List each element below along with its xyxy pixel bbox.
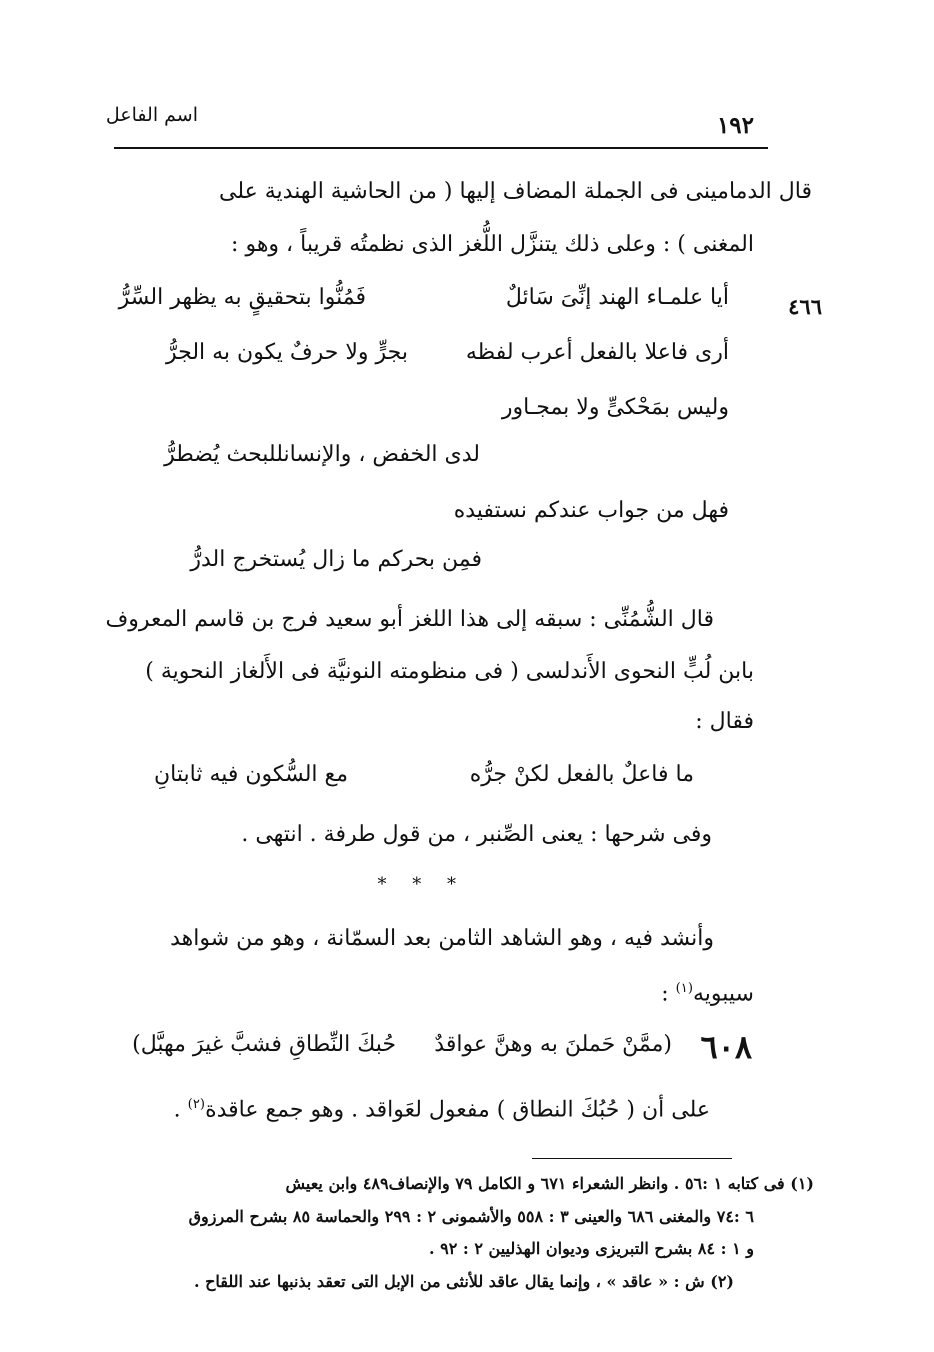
paragraph-line: المغنى ) : وعلى ذلك يتنزَّل اللُّغز الذى نظمتُه قريباً ، وهو : [231, 232, 754, 257]
page-number: ١٩٢ [716, 112, 754, 139]
verse-hemistich: حُبكَ النِّطاقِ فشبَّ غيرَ مهبَّل) [132, 1032, 396, 1057]
footnote-line: و ١ : ٨٤ بشرح التبريزى وديوان الهذليين ٢ : ٩٢ . [428, 1239, 754, 1258]
paragraph-line: وفى شرحها : يعنى الصِّنبر ، من قول طرفة . انتهى . [241, 822, 712, 847]
verse-hemistich: أيا علمـاء الهند إنِّىَ سَائلٌ [505, 285, 729, 310]
verse-hemistich: أرى فاعلا بالفعل أعرب لفظه [465, 340, 729, 365]
paragraph-line: سيبويه$^{(١)}$ : [661, 981, 754, 1007]
verse-hemistich: ما فاعلٌ بالفعل لكنْ جرُّه [469, 762, 694, 787]
verse-hemistich: وليس بمَحْكىٍّ ولا بمجـاور [501, 395, 729, 420]
paragraph-line: بابن لُبٍّ النحوى الأَندلسى ( فى منظومته النونيَّة فى الأَلغاز النحوية ) [145, 659, 754, 684]
verse-hemistich: فهل من جواب عندكم نستفيده [453, 498, 729, 523]
footnote-rule [532, 1158, 732, 1159]
running-head: اسم الفاعل [105, 104, 198, 126]
verse-hemistich: (ممَّنْ حَملنَ به وهنَّ عواقدٌ [434, 1032, 672, 1057]
paragraph-line: قال الشُّمُنِّى : سبقه إلى هذا اللغز أبو سعيد فرج بن قاسم المعروف [105, 607, 714, 632]
paragraph-line: على أن ( حُبُكَ النطاق ) مفعول لعَواقد . وهو جمع عاقدة$^{(٢)}$ . [173, 1097, 710, 1123]
footnote-ref[interactable]: (١) [675, 981, 693, 996]
margin-number: ٤٦٦ [788, 294, 822, 319]
paragraph-line: فقال : [695, 709, 754, 734]
verse-hemistich: فمِن بحركم ما زال يُستخرج الدرُّ [190, 547, 482, 572]
paragraph-line: وأنشد فيه ، وهو الشاهد الثامن بعد السمّانة ، وهو من شواهد [170, 926, 714, 951]
footnote-line: (١) فى كتابه ١ :٥٦ . وانظر الشعراء ٦٧١ و الكامل ٧٩ والإنصاف٤٨٩ وابن يعيش [285, 1174, 814, 1193]
verse-hemistich: فَمُنُّوا بتحقيقٍ به يظهر السِّرُّ [118, 285, 366, 310]
header-rule [114, 147, 768, 149]
footnote-line: (٢) ش : « عاقد » ، وإنما يقال عاقد للأنثى من الإبل التى تعقد بذنبها عند اللقاح . [193, 1272, 734, 1291]
verse-hemistich: لدى الخفض ، والإنسانللبحث يُضطرُّ [164, 442, 480, 467]
footnote-line: ٦ :٧٤ والمغنى ٦٨٦ والعينى ٣ : ٥٥٨ والأشمونى ٢ : ٢٩٩ والحماسة ٨٥ بشرح المرزوق [188, 1207, 754, 1226]
verse-hemistich: مع السُّكون فيه ثابتانِ [154, 762, 348, 787]
section-divider: * * * [377, 874, 466, 895]
paragraph-line: قال الدمامينى فى الجملة المضاف إليها ( من الحاشية الهندية على [219, 179, 812, 204]
verse-hemistich: بجرٍّ ولا حرفٌ يكون به الجرُّ [165, 340, 408, 365]
example-number: ٦٠٨ [700, 1028, 752, 1066]
footnote-ref[interactable]: (٢) [187, 1097, 206, 1112]
